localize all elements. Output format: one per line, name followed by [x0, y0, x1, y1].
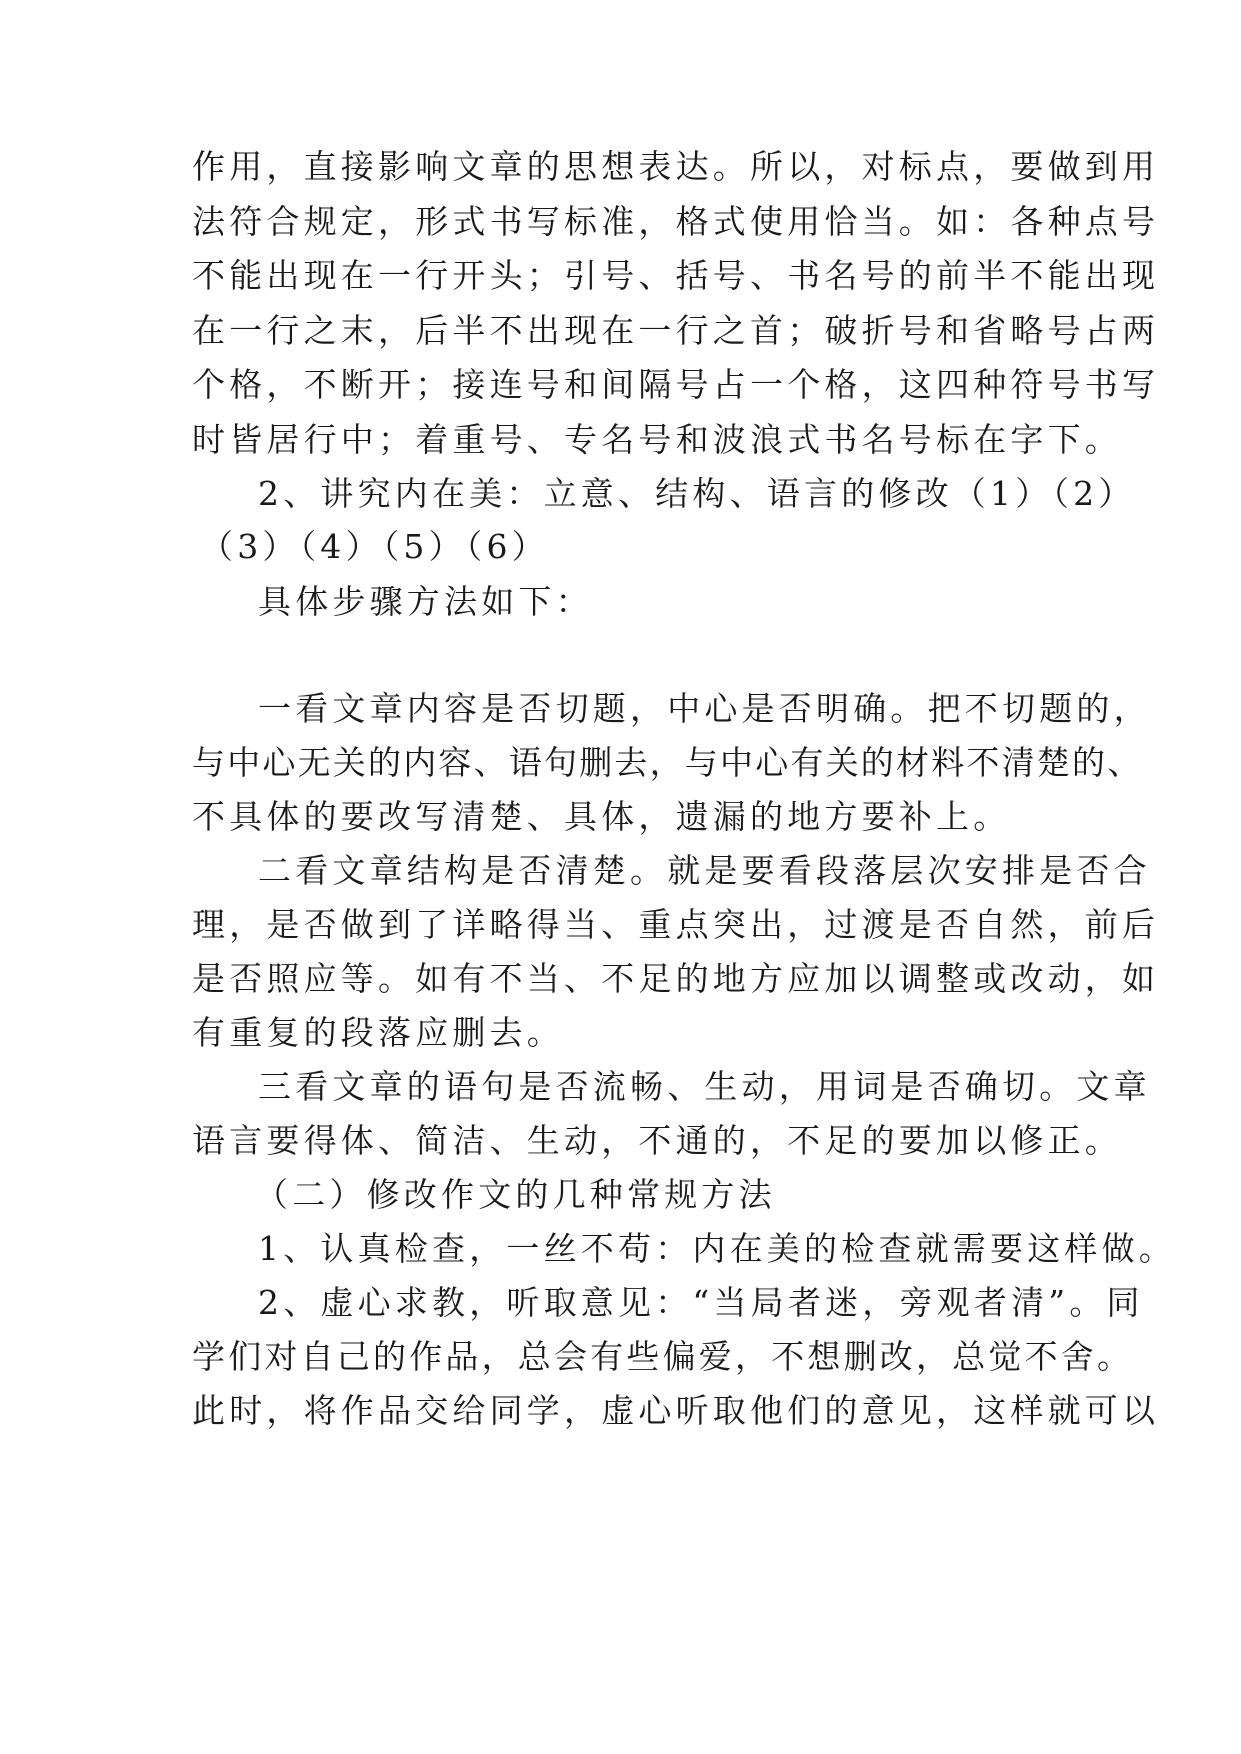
body-text-line: 此时，将作品交给同学，虚心听取他们的意见，这样就可以	[192, 1391, 1160, 1430]
paragraph-first-line: 三看文章的语句是否流畅、生动，用词是否确切。文章	[258, 1067, 1151, 1106]
body-text-line: 理，是否做到了详略得当、重点突出，过渡是否自然，前后	[192, 905, 1160, 944]
paragraph-first-line: 2、虚心求教，听取意见：“当局者迷，旁观者清”。同	[258, 1283, 1144, 1322]
body-text-line: 是否照应等。如有不当、不足的地方应加以调整或改动，如	[192, 959, 1160, 998]
body-text-line: 学们对自己的作品，总会有些偏爱，不想删改，总觉不舍。	[192, 1337, 1134, 1376]
body-text-line: 与中心无关的内容、语句删去，与中心有关的材料不清楚的、	[192, 743, 1143, 782]
body-text-line: （3）（4）（5）（6）	[200, 527, 549, 566]
body-text-line: 在一行之末，后半不出现在一行之首；破折号和省略号占两	[192, 311, 1160, 350]
paragraph-first-line: 1、认真检查，一丝不苟：内在美的检查就需要这样做。	[258, 1229, 1176, 1268]
body-text-line: 法符合规定，形式书写标准，格式使用恰当。如：各种点号	[192, 202, 1160, 241]
paragraph-first-line: 一看文章内容是否切题，中心是否明确。把不切题的，	[258, 689, 1151, 728]
paragraph-first-line: 二看文章结构是否清楚。就是要看段落层次安排是否合	[258, 851, 1151, 890]
body-text-line: 个格，不断开；接连号和间隔号占一个格，这四种符号书写	[192, 365, 1160, 404]
body-text-line: 语言要得体、简洁、生动，不通的，不足的要加以修正。	[192, 1121, 1122, 1160]
body-text-line: 有重复的段落应删去。	[192, 1013, 564, 1052]
body-text-line: 不具体的要改写清楚、具体，遗漏的地方要补上。	[192, 797, 1011, 836]
section-heading: （二）修改作文的几种常规方法	[255, 1175, 776, 1214]
subheading: 具体步骤方法如下：	[258, 582, 593, 621]
body-text-line: 作用，直接影响文章的思想表达。所以，对标点，要做到用	[192, 147, 1160, 186]
body-text-line: 不能出现在一行开头；引号、括号、书名号的前半不能出现	[192, 256, 1160, 295]
body-text-line: 时皆居行中；着重号、专名号和波浪式书名号标在字下。	[192, 420, 1122, 459]
section-heading: 2、讲究内在美：立意、结构、语言的修改（1）（2）	[258, 474, 1136, 513]
